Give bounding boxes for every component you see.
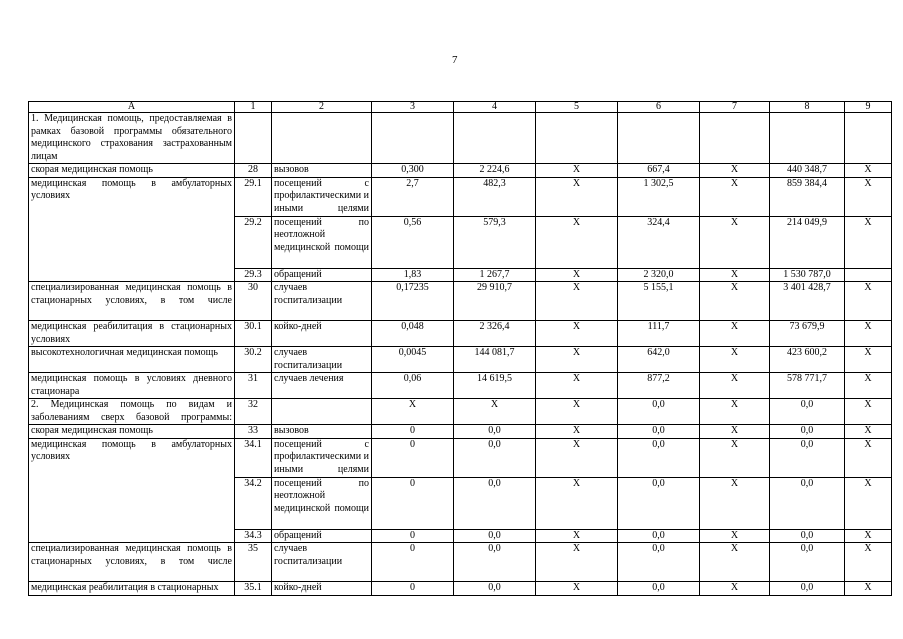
value-cell: Х	[536, 425, 618, 439]
row-code: 30	[235, 282, 272, 321]
value-cell: Х	[536, 321, 618, 347]
value-cell: 144 081,7	[454, 347, 536, 373]
value-cell: Х	[845, 399, 892, 425]
value-cell: Х	[700, 268, 770, 282]
value-cell: 1 530 787,0	[770, 268, 845, 282]
service-name: медицинская реабилитация в стационарных	[29, 582, 235, 596]
value-cell: 0	[372, 438, 454, 477]
value-cell: 2,7	[372, 177, 454, 216]
service-name: специализированная медицинская помощь в стационарных условиях, в том числе	[29, 282, 235, 321]
value-cell: 0,0	[618, 582, 700, 596]
value-cell: 0,0	[618, 543, 700, 582]
column-header: 3	[372, 102, 454, 113]
value-cell	[845, 268, 892, 282]
value-cell: 111,7	[618, 321, 700, 347]
table-row	[29, 164, 892, 178]
value-cell: 0,0	[770, 543, 845, 582]
unit-cell: койко-дней	[272, 321, 372, 347]
table-row	[29, 582, 892, 596]
value-cell: 0,0	[454, 582, 536, 596]
value-cell: Х	[845, 177, 892, 216]
row-code: 34.2	[235, 477, 272, 529]
value-cell: 0,0	[454, 425, 536, 439]
value-cell: Х	[700, 438, 770, 477]
row-code: 30.1	[235, 321, 272, 347]
unit-cell	[272, 399, 372, 425]
service-name: специализированная медицинская помощь в стационарных условиях, в том числе	[29, 543, 235, 582]
table-row	[29, 399, 892, 425]
value-cell: Х	[845, 543, 892, 582]
value-cell: 0,0	[454, 543, 536, 582]
value-cell: 0,0	[770, 582, 845, 596]
unit-cell: вызовов	[272, 164, 372, 178]
value-cell	[618, 113, 700, 164]
value-cell: Х	[845, 438, 892, 477]
value-cell: 0,0	[770, 425, 845, 439]
table-row	[29, 321, 892, 347]
value-cell: 0,0	[618, 477, 700, 529]
value-cell: 0,300	[372, 164, 454, 178]
value-cell: 324,4	[618, 216, 700, 268]
value-cell: 1 302,5	[618, 177, 700, 216]
value-cell: Х	[845, 529, 892, 543]
value-cell: 0,0	[770, 529, 845, 543]
value-cell: 14 619,5	[454, 373, 536, 399]
value-cell: Х	[536, 216, 618, 268]
value-cell: Х	[536, 268, 618, 282]
column-header: 5	[536, 102, 618, 113]
unit-cell: случаев госпитализации	[272, 282, 372, 321]
row-code: 28	[235, 164, 272, 178]
unit-cell: случаев госпитализации	[272, 543, 372, 582]
unit-cell: посещений с профилактическими и иными целями	[272, 177, 372, 216]
column-header: 8	[770, 102, 845, 113]
row-code: 34.3	[235, 529, 272, 543]
value-cell: 440 348,7	[770, 164, 845, 178]
header-row	[29, 102, 892, 113]
value-cell: Х	[845, 321, 892, 347]
value-cell: Х	[700, 373, 770, 399]
value-cell: Х	[372, 399, 454, 425]
value-cell: 0,0	[454, 438, 536, 477]
column-header: 2	[272, 102, 372, 113]
value-cell: 29 910,7	[454, 282, 536, 321]
value-cell: Х	[536, 177, 618, 216]
table-row	[29, 373, 892, 399]
row-code: 33	[235, 425, 272, 439]
service-name: медицинская помощь в амбулаторных условиях	[29, 438, 235, 543]
value-cell: Х	[700, 399, 770, 425]
value-cell: 3 401 428,7	[770, 282, 845, 321]
row-code: 29.3	[235, 268, 272, 282]
value-cell: Х	[845, 582, 892, 596]
service-name: высокотехнологичная медицинская помощь	[29, 347, 235, 373]
unit-cell: койко-дней	[272, 582, 372, 596]
table-row	[29, 425, 892, 439]
value-cell: Х	[536, 164, 618, 178]
value-cell: 73 679,9	[770, 321, 845, 347]
unit-cell	[272, 113, 372, 164]
value-cell: 214 049,9	[770, 216, 845, 268]
value-cell: 0,56	[372, 216, 454, 268]
value-cell	[536, 113, 618, 164]
tariff-table	[28, 101, 892, 596]
value-cell: Х	[536, 529, 618, 543]
value-cell: 0	[372, 477, 454, 529]
value-cell: 0	[372, 582, 454, 596]
value-cell	[454, 113, 536, 164]
row-code	[235, 113, 272, 164]
service-name: 1. Медицинская помощь, предоставляемая в рамках базовой программы обязательного медицинского страхования застрахованным лицам	[29, 113, 235, 164]
value-cell: 0	[372, 529, 454, 543]
value-cell: Х	[536, 399, 618, 425]
value-cell: Х	[536, 282, 618, 321]
row-code: 35	[235, 543, 272, 582]
value-cell: 0,0045	[372, 347, 454, 373]
row-code: 35.1	[235, 582, 272, 596]
value-cell: Х	[536, 477, 618, 529]
value-cell: Х	[700, 347, 770, 373]
value-cell: Х	[700, 477, 770, 529]
value-cell: Х	[536, 543, 618, 582]
value-cell	[845, 113, 892, 164]
value-cell: Х	[700, 177, 770, 216]
unit-cell: вызовов	[272, 425, 372, 439]
row-code: 29.1	[235, 177, 272, 216]
table-row	[29, 177, 892, 216]
page-number: 7	[452, 54, 458, 66]
value-cell: 2 320,0	[618, 268, 700, 282]
value-cell: Х	[845, 216, 892, 268]
value-cell: 1 267,7	[454, 268, 536, 282]
value-cell: 0,0	[618, 438, 700, 477]
row-code: 31	[235, 373, 272, 399]
column-header: А	[29, 102, 235, 113]
value-cell: Х	[845, 347, 892, 373]
value-cell	[700, 113, 770, 164]
value-cell: Х	[700, 164, 770, 178]
value-cell: 2 326,4	[454, 321, 536, 347]
column-header: 4	[454, 102, 536, 113]
row-code: 30.2	[235, 347, 272, 373]
value-cell: 642,0	[618, 347, 700, 373]
value-cell: Х	[700, 216, 770, 268]
unit-cell: посещений с профилактическими и иными целями	[272, 438, 372, 477]
value-cell: 0,06	[372, 373, 454, 399]
table-row	[29, 438, 892, 477]
value-cell: 1,83	[372, 268, 454, 282]
value-cell: Х	[700, 529, 770, 543]
table-row	[29, 543, 892, 582]
service-name: 2. Медицинская помощь по видам и заболеваниям сверх базовой программы:	[29, 399, 235, 425]
value-cell: 0,0	[618, 399, 700, 425]
row-code: 29.2	[235, 216, 272, 268]
service-name: скорая медицинская помощь	[29, 425, 235, 439]
value-cell: Х	[700, 321, 770, 347]
value-cell: 578 771,7	[770, 373, 845, 399]
value-cell	[372, 113, 454, 164]
value-cell: 0,17235	[372, 282, 454, 321]
value-cell: 0,0	[770, 477, 845, 529]
service-name: скорая медицинская помощь	[29, 164, 235, 178]
service-name: медицинская реабилитация в стационарных условиях	[29, 321, 235, 347]
value-cell: 0,0	[770, 399, 845, 425]
column-header: 7	[700, 102, 770, 113]
column-header: 6	[618, 102, 700, 113]
table-row	[29, 347, 892, 373]
value-cell: Х	[700, 282, 770, 321]
value-cell: 0,048	[372, 321, 454, 347]
value-cell: Х	[700, 425, 770, 439]
value-cell: 2 224,6	[454, 164, 536, 178]
value-cell: 579,3	[454, 216, 536, 268]
column-header: 9	[845, 102, 892, 113]
value-cell: 423 600,2	[770, 347, 845, 373]
value-cell: Х	[454, 399, 536, 425]
row-code: 34.1	[235, 438, 272, 477]
row-code: 32	[235, 399, 272, 425]
value-cell: Х	[845, 164, 892, 178]
value-cell: Х	[845, 282, 892, 321]
value-cell: 0,0	[618, 425, 700, 439]
value-cell: 0	[372, 543, 454, 582]
unit-cell: посещений по неотложной медицинской помощи	[272, 477, 372, 529]
service-name: медицинская помощь в амбулаторных условиях	[29, 177, 235, 282]
value-cell: Х	[845, 477, 892, 529]
unit-cell: посещений по неотложной медицинской помощи	[272, 216, 372, 268]
value-cell: Х	[536, 347, 618, 373]
value-cell: Х	[700, 582, 770, 596]
value-cell: 877,2	[618, 373, 700, 399]
value-cell: 667,4	[618, 164, 700, 178]
value-cell: 482,3	[454, 177, 536, 216]
value-cell: 0,0	[454, 529, 536, 543]
value-cell: Х	[845, 425, 892, 439]
unit-cell: обращений	[272, 268, 372, 282]
value-cell: 0,0	[770, 438, 845, 477]
value-cell: Х	[700, 543, 770, 582]
column-header: 1	[235, 102, 272, 113]
table-row	[29, 113, 892, 164]
value-cell: Х	[536, 373, 618, 399]
value-cell: Х	[845, 373, 892, 399]
table-row	[29, 282, 892, 321]
unit-cell: случаев госпитализации	[272, 347, 372, 373]
unit-cell: обращений	[272, 529, 372, 543]
value-cell: 859 384,4	[770, 177, 845, 216]
unit-cell: случаев лечения	[272, 373, 372, 399]
value-cell: 0,0	[618, 529, 700, 543]
value-cell: 0	[372, 425, 454, 439]
value-cell: Х	[536, 582, 618, 596]
service-name: медицинская помощь в условиях дневного стационара	[29, 373, 235, 399]
value-cell	[770, 113, 845, 164]
value-cell: Х	[536, 438, 618, 477]
value-cell: 0,0	[454, 477, 536, 529]
value-cell: 5 155,1	[618, 282, 700, 321]
